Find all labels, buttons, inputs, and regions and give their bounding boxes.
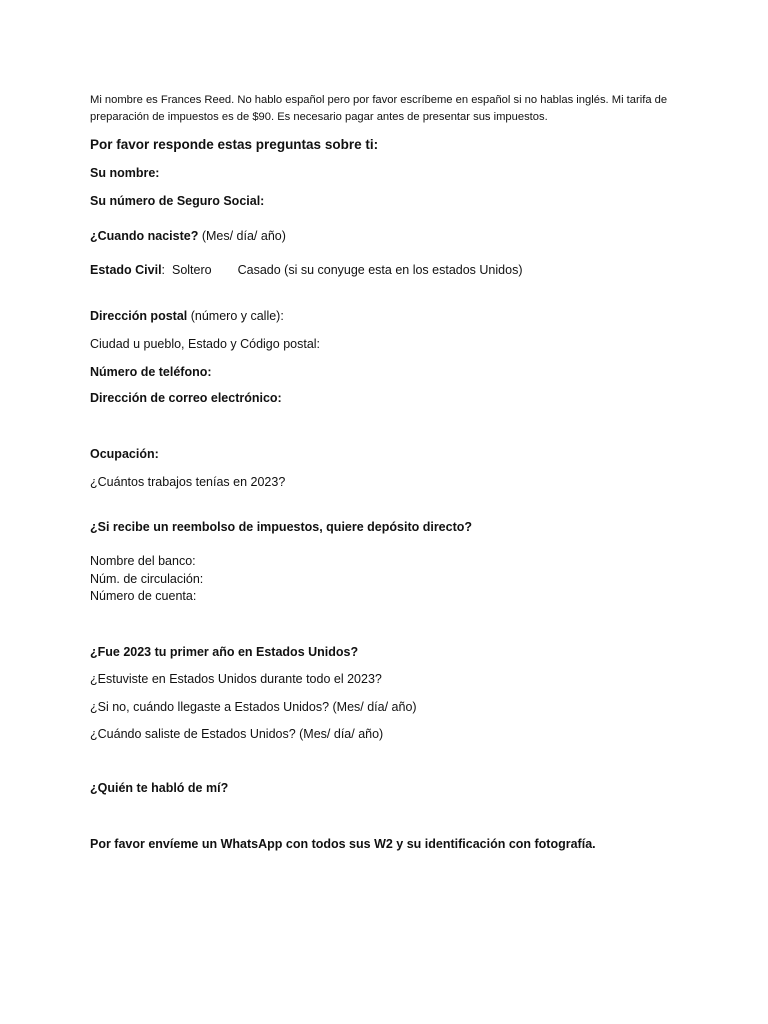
civil-option-single: Soltero [171, 263, 212, 277]
birth-hint: (Mes/ día/ año) [198, 229, 286, 243]
intro-line-2: preparación de impuestos es de $90. Es necesario pagar antes de presentar sus impuestos. [90, 111, 548, 123]
first-year-question: ¿Fue 2023 tu primer año en Estados Unidos? [90, 645, 359, 659]
intro-line-1: Mi nombre es Frances Reed. No hablo español pero por favor escríbeme en español si no hablas inglés. Mi tarifa de [90, 94, 668, 106]
deposit-question: ¿Si recibe un reembolso de impuestos, quiere depósito directo? [90, 520, 473, 534]
name-label: Su nombre: [90, 166, 160, 180]
civil-status-colon: : [161, 263, 166, 277]
email-label: Dirección de correo electrónico: [90, 391, 282, 405]
civil-status-label: Estado Civil [90, 263, 162, 277]
address-field [90, 308, 284, 324]
birth-label: ¿Cuando naciste? [90, 229, 199, 243]
arrival-date-question: ¿Si no, cuándo llegaste a Estados Unidos? (Mes/ día/ año) [90, 700, 417, 714]
closing-instruction: Por favor envíeme un WhatsApp con todos sus W2 y su identificación con fotografía. [90, 837, 596, 851]
civil-option-married: Casado (si su conyuge esta en los estados Unidos) [237, 263, 523, 277]
departure-date-question: ¿Cuándo saliste de Estados Unidos? (Mes/ día/ año) [90, 727, 384, 741]
address-hint: (número y calle): [187, 309, 284, 323]
bank-name-label: Nombre del banco: [90, 554, 196, 568]
occupation-label: Ocupación: [90, 447, 159, 461]
civil-status-field [90, 262, 522, 278]
phone-label: Número de teléfono: [90, 365, 212, 379]
section-heading: Por favor responde estas preguntas sobre ti: [90, 137, 379, 152]
account-number-label: Número de cuenta: [90, 589, 197, 603]
birth-field [90, 228, 286, 244]
routing-number-label: Núm. de circulación: [90, 572, 204, 586]
jobs-label: ¿Cuántos trabajos tenías en 2023? [90, 475, 286, 489]
referral-question: ¿Quién te habló de mí? [90, 781, 229, 795]
ssn-label: Su número de Seguro Social: [90, 194, 265, 208]
city-label: Ciudad u pueblo, Estado y Código postal: [90, 337, 321, 351]
intro-paragraph [90, 92, 690, 126]
whole-year-question: ¿Estuviste en Estados Unidos durante todo el 2023? [90, 672, 382, 686]
address-label: Dirección postal [90, 309, 188, 323]
